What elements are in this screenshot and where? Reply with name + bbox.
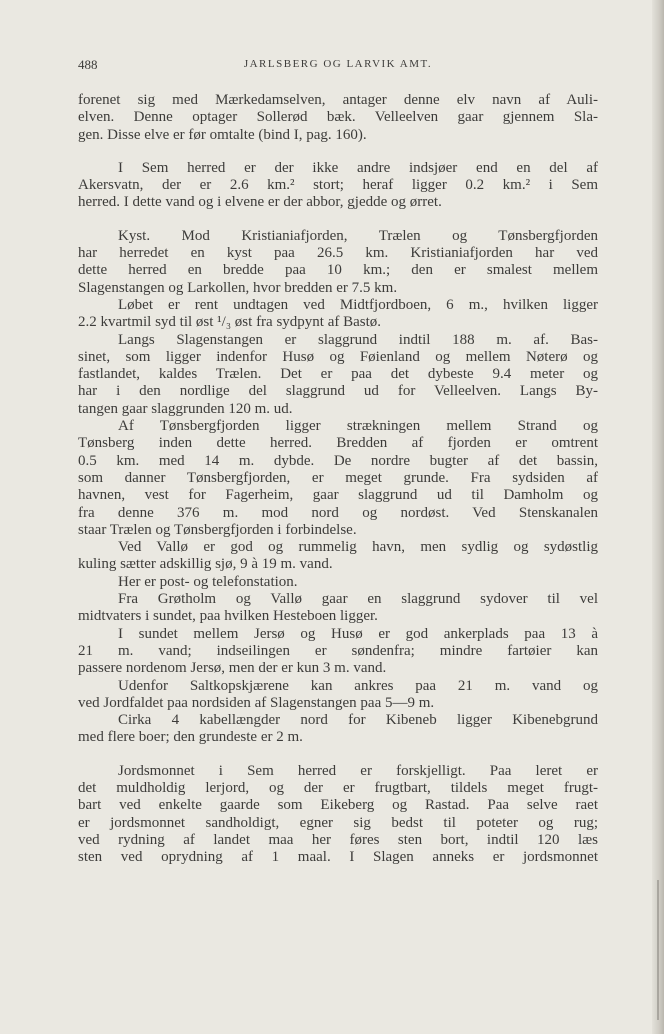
- text-line: Udenfor Saltkopskjærene kan ankres paa 21 m. vand og: [118, 677, 598, 694]
- text-line: 0.5 km. med 14 m. dybde. De nordre bugter af det bassin,: [78, 452, 598, 469]
- page-header: [78, 57, 598, 77]
- text-line: Fra Grøtholm og Vallø gaar en slaggrund sydover til vel: [118, 591, 598, 608]
- page-edge-shadow: [652, 0, 664, 1034]
- body-text: [78, 92, 598, 866]
- text-line: dette herred en bredde paa 10 km.; den er smalest mellem: [78, 262, 598, 279]
- text-line: tangen gaar slaggrunden 120 m. ud.: [78, 400, 293, 417]
- running-title: JARLSBERG OG LARVIK AMT.: [243, 58, 433, 70]
- section-heading-jordsmonnet: Jordsmonnet i Sem herred er forskjelligt. Paa leret er: [118, 762, 598, 779]
- text-line: er jordsmonnet sandholdigt, egner sig bedst til poteter og rug;: [78, 814, 598, 831]
- text-line: det muldholdig lerjord, og der er frugtbart, tildels meget frugt-: [78, 779, 598, 796]
- text-line: ved Jordfaldet paa nordsiden af Slagenstangen paa 5—9 m.: [78, 694, 435, 711]
- text-line: har herredet en kyst paa 26.5 km. Kristianiafjorden har ved: [78, 245, 598, 262]
- text-line: sinet, som ligger indenfor Husø og Føienland og mellem Nøterø og: [78, 348, 598, 365]
- text-line: ved rydning af landet maa her føres sten bort, indtil 120 læs: [78, 831, 598, 848]
- text-line: kuling sætter adskillig sjø, 9 à 19 m. vand.: [78, 556, 333, 573]
- page-number: 488: [78, 57, 98, 72]
- text-line: 21 m. vand; indseilingen er søndenfra; mindre fartøier kan: [78, 642, 598, 659]
- text-line: Slagenstangen og Larkollen, hvor bredden er 7.5 km.: [78, 279, 398, 296]
- text-line: fra denne 376 m. mod nord og nordøst. Ved Stenskanalen: [78, 504, 598, 521]
- text-line: fastlandet, kaldes Trælen. Det er paa det dybeste 9.4 meter og: [78, 366, 598, 383]
- text-line: elven. Denne optager Sollerød bæk. Velleelven gaar gjennem Sla-: [78, 109, 598, 126]
- text-line: passere nordenom Jersø, men der er kun 3 m. vand.: [78, 660, 387, 677]
- text-line: midtvaters i sundet, paa hvilken Hesteboen ligger.: [78, 608, 378, 625]
- text-line: Her er post- og telefonstation.: [118, 573, 298, 590]
- text-line: forenet sig med Mærkedamselven, antager denne elv navn af Auli-: [78, 92, 598, 108]
- section-heading-kyst: Kyst. Mod Kristianiafjorden, Trælen og Tønsbergfjorden: [118, 227, 598, 244]
- binding-mark: [657, 880, 659, 1020]
- text-line: havnen, vest for Fagerheim, gaar slaggrund ud til Damholm og: [78, 487, 598, 504]
- text-line: 2.2 kvartmil syd til øst ¹/₃ øst fra sydpynt af Bastø.: [78, 314, 382, 331]
- text-line: Ved Vallø er god og rummelig havn, men sydlig og sydøstlig: [118, 539, 598, 556]
- text-line: Cirka 4 kabellængder nord for Kibeneb ligger Kibenebgrund: [118, 712, 598, 729]
- text-line: som danner Tønsbergfjorden, er meget grunde. Fra sydsiden af: [78, 469, 598, 486]
- text-line: staar Trælen og Tønsbergfjorden i forbindelse.: [78, 521, 357, 538]
- text-line: sten ved oprydning af 1 maal. I Slagen anneks er jordsmonnet: [78, 849, 598, 866]
- text-line: har i den nordlige del slaggrund ud for Velleelven. Langs By-: [78, 383, 598, 400]
- text-line: Tønsberg inden dette herred. Bredden af fjorden er omtrent: [78, 435, 598, 452]
- text-line: Løbet er rent undtagen ved Midtfjordboen, 6 m., hvilken ligger: [118, 296, 598, 313]
- text-line: med flere boer; den grundeste er 2 m.: [78, 729, 303, 746]
- text-line: Af Tønsbergfjorden ligger strækningen mellem Strand og: [118, 418, 598, 435]
- text-line: Langs Slagenstangen er slaggrund indtil 188 m. af. Bas-: [118, 331, 598, 348]
- text-line: Akersvatn, der er 2.6 km.² stort; heraf ligger 0.2 km.² i Sem: [78, 177, 598, 194]
- text-line: herred. I dette vand og i elvene er der abbor, gjedde og ørret.: [78, 194, 442, 211]
- text-line: gen. Disse elve er før omtalte (bind I, pag. 160).: [78, 126, 367, 143]
- text-line: bart ved enkelte gaarde som Eikeberg og Rastad. Paa selve raet: [78, 797, 598, 814]
- text-line: I sundet mellem Jersø og Husø er god ankerplads paa 13 à: [118, 625, 598, 642]
- text-line: I Sem herred er der ikke andre indsjøer end en del af: [118, 159, 598, 176]
